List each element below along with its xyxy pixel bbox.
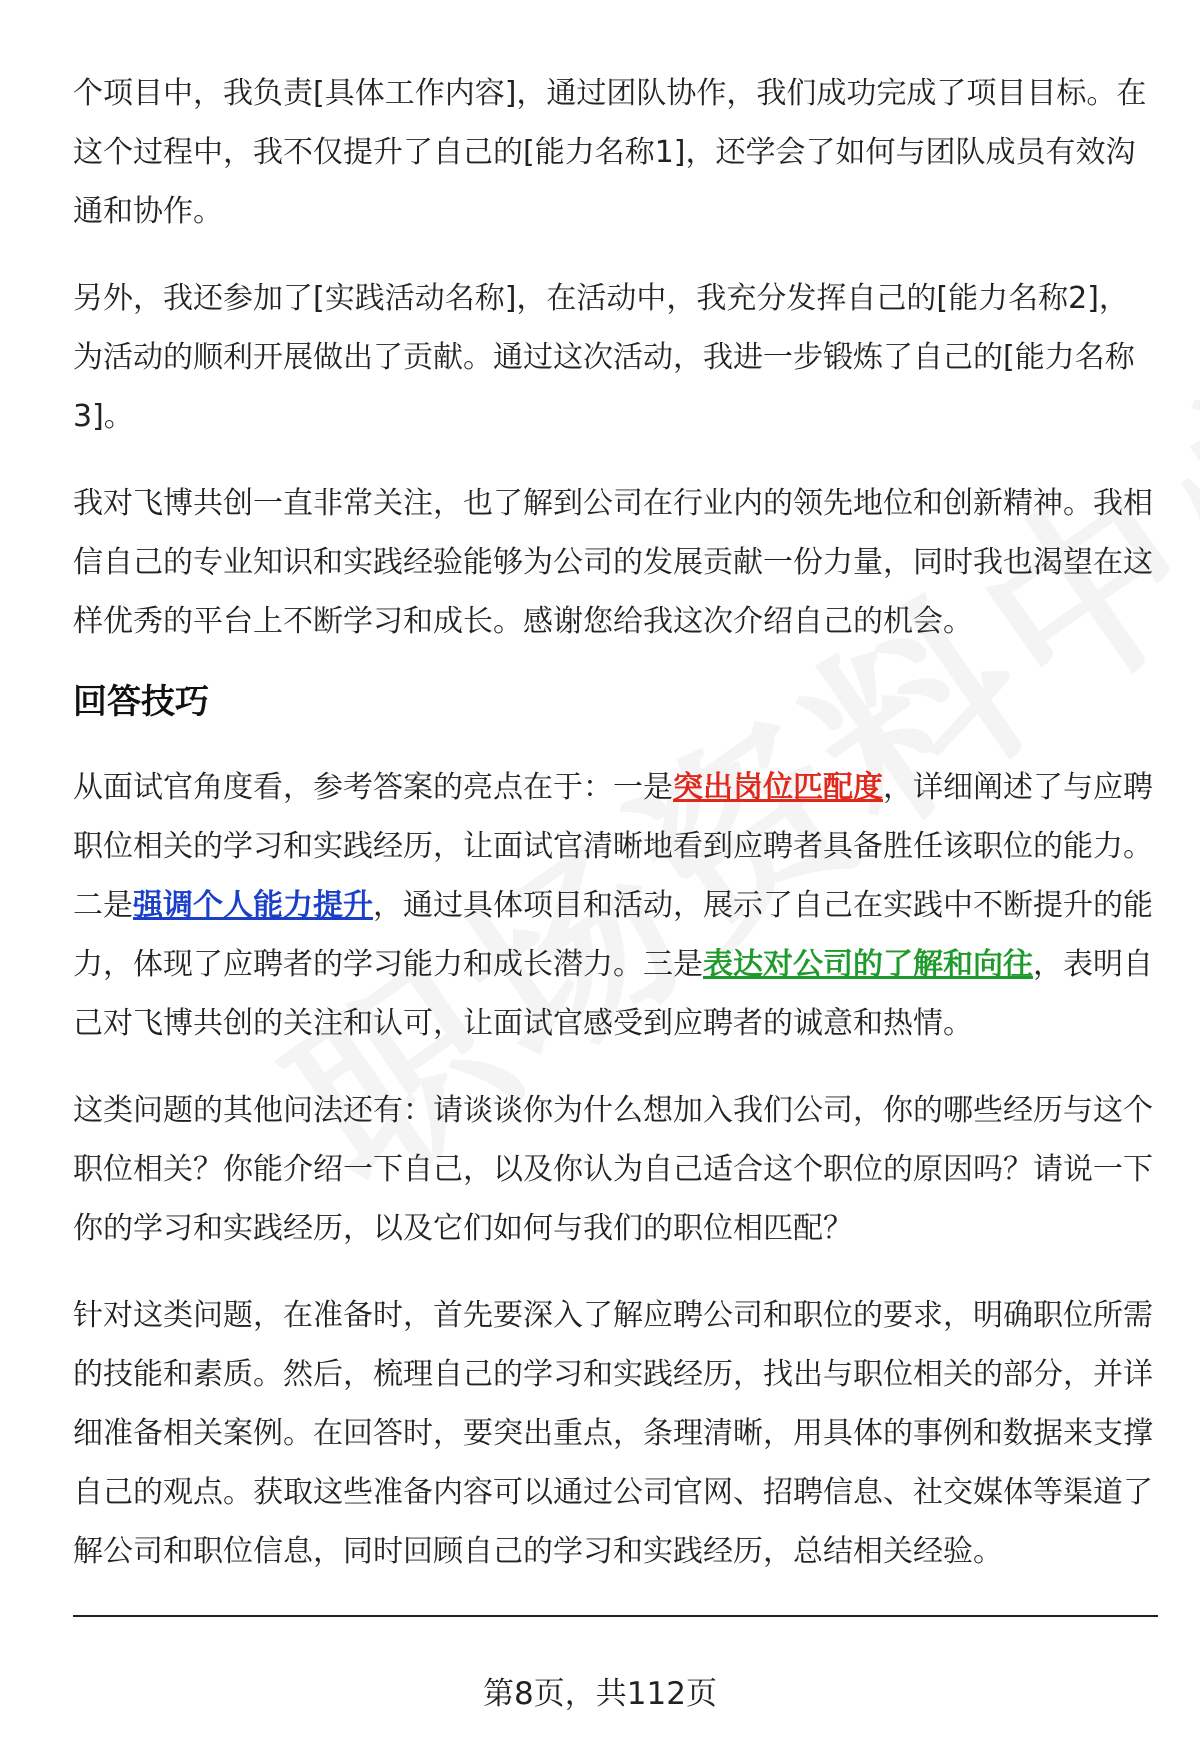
highlight-job-match: 突出岗位匹配度 [673, 770, 883, 805]
section-heading: 回答技巧 [73, 682, 209, 722]
footer-divider [73, 1615, 1158, 1617]
page-number: 第8页，共112页 [483, 1676, 717, 1712]
answer-paragraph-1: 个项目中，我负责[具体工作内容]，通过团队协作，我们成功完成了项目目标。在这个过程中，我不仅提升了自己的[能力名称1]，还学会了如何与团队成员有效沟通和协作。 [73, 76, 1147, 229]
tips-intro-text: 从面试官角度看，参考答案的亮点在于：一是 [73, 770, 673, 805]
answer-paragraph-2: 另外，我还参加了[实践活动名称]，在活动中，我充分发挥自己的[能力名称2]，为活动的顺利开展做出了贡献。通过这次活动，我进一步锻炼了自己的[能力名称3]。 [73, 281, 1135, 434]
highlight-company-interest: 表达对公司的了解和向往 [703, 947, 1033, 982]
highlight-ability-growth: 强调个人能力提升 [133, 888, 373, 923]
other-questions-paragraph: 这类问题的其他问法还有：请谈谈你为什么想加入我们公司，你的哪些经历与这个职位相关？你能介绍一下自己，以及你认为自己适合这个职位的原因吗？请说一下你的学习和实践经历，以及它们如何与我们的职位相匹配？ [73, 1093, 1153, 1246]
answer-paragraph-3: 我对飞博共创一直非常关注，也了解到公司在行业内的领先地位和创新精神。我相信自己的专业知识和实践经验能够为公司的发展贡献一份力量，同时我也渴望在这样优秀的平台上不断学习和成长。感谢您给我这次介绍自己的机会。 [73, 486, 1153, 639]
tips-mid-text-2: ，通过具体项目和活动，展示了自己在实践中不断提升的能力，体现了应聘者的学习能力和成长潜力。三是 [73, 888, 1153, 982]
tips-mid-text-1: ，详细阐述了与应聘职位相关的学习和实践经历，让面试官清晰地看到应聘者具备胜任该职位的能力。二是 [73, 770, 1153, 923]
page-content [73, 64, 1158, 1609]
tips-end-text: ，表明自己对飞博共创的关注和认可，让面试官感受到应聘者的诚意和热情。 [73, 947, 1153, 1041]
tips-paragraph [73, 758, 1158, 1053]
preparation-paragraph: 针对这类问题，在准备时，首先要深入了解应聘公司和职位的要求，明确职位所需的技能和素质。然后，梳理自己的学习和实践经历，找出与职位相关的部分，并详细准备相关案例。在回答时，要突出重点，条理清晰，用具体的事例和数据来支撑自己的观点。获取这些准备内容可以通过公司官网、招聘信息、社交媒体等渠道了解公司和职位信息，同时回顾自己的学习和实践经历，总结相关经验。 [73, 1298, 1153, 1569]
